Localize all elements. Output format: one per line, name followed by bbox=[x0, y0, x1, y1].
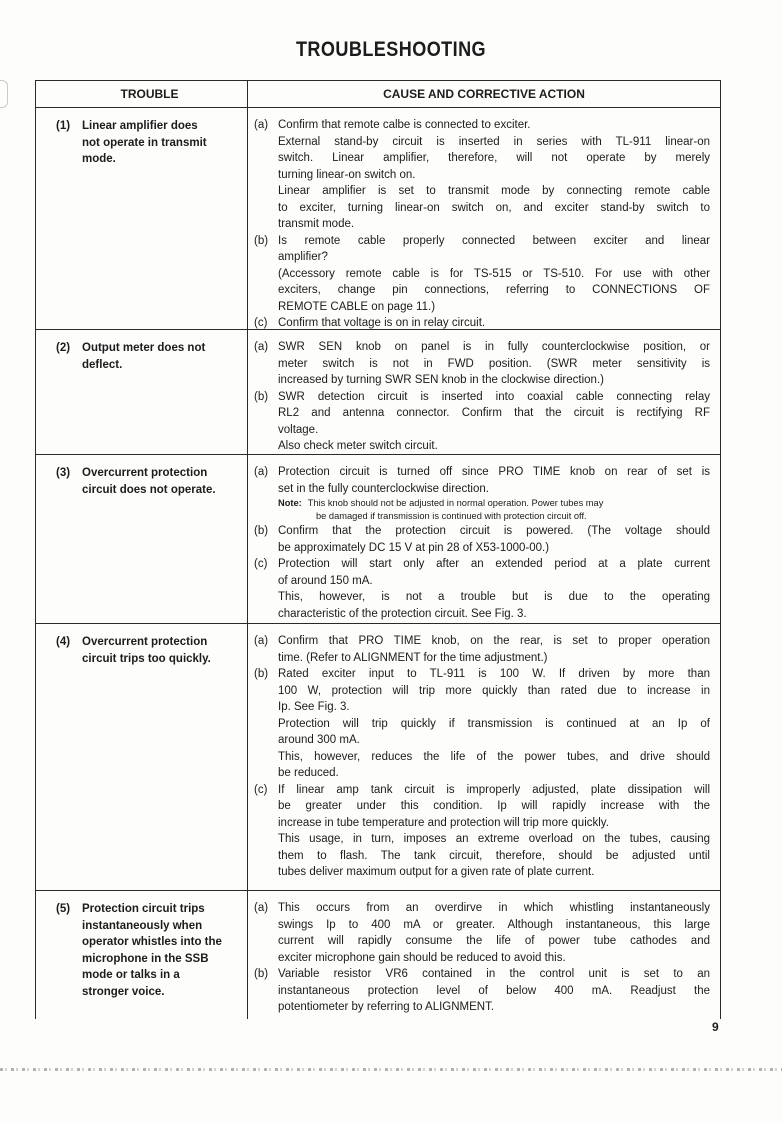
cause-line: increased by turning SWR SEN knob in the clockwise direction.) bbox=[278, 374, 604, 386]
trouble-line: Protection circuit trips bbox=[82, 903, 205, 915]
cause-item bbox=[254, 900, 710, 966]
trouble-description bbox=[82, 634, 211, 667]
cause-cell bbox=[247, 624, 720, 890]
table-row bbox=[36, 330, 720, 455]
cause-line: them to flash. The tank circuit, therefore, should be adjusted until bbox=[278, 849, 710, 862]
cause-body bbox=[278, 782, 710, 881]
note-text: This knob should not be adjusted in normal operation. Power tubes may bbox=[307, 498, 604, 508]
trouble-line: deflect. bbox=[82, 358, 123, 371]
trouble-line: mode or talks in a bbox=[82, 969, 180, 981]
cause-line: Confirm that the protection circuit is powered. (The voltage should bbox=[278, 525, 710, 537]
trouble-line: operator whistles into the bbox=[82, 936, 222, 948]
cause-line: This, however, reduces the life of the power tubes, and drive should bbox=[278, 750, 710, 763]
trouble-text bbox=[56, 465, 241, 498]
cause-cell bbox=[247, 330, 720, 454]
trouble-line: Overcurrent protection bbox=[82, 467, 208, 479]
cause-line: voltage. bbox=[278, 423, 319, 436]
cause-line: External stand-by circuit is inserted in series with TL-911 linear-on bbox=[278, 135, 710, 148]
cause-item bbox=[254, 389, 710, 455]
cause-line: REMOTE CABLE on page 11.) bbox=[278, 300, 436, 313]
cause-label: (c) bbox=[254, 558, 268, 570]
cause-body bbox=[278, 556, 710, 622]
cause-item bbox=[254, 464, 710, 523]
cause-label: (c) bbox=[254, 317, 268, 329]
cause-line: SWR SEN knob on panel is in fully counterclockwise position, or bbox=[278, 341, 710, 353]
cause-line: be approximately DC 15 V at pin 28 of X53-1000-00.) bbox=[278, 541, 550, 554]
trouble-description bbox=[82, 118, 207, 168]
table-row bbox=[36, 108, 720, 330]
trouble-number: (3) bbox=[56, 467, 71, 479]
cause-line: Also check meter switch circuit. bbox=[278, 440, 438, 452]
cause-line: swings Ip to 400 mA or greater. Although instantaneous, this large bbox=[278, 918, 710, 931]
trouble-line: not operate in transmit bbox=[82, 136, 207, 149]
trouble-text bbox=[56, 340, 241, 373]
trouble-cell bbox=[36, 108, 247, 329]
cause-label: (b) bbox=[254, 968, 269, 980]
trouble-cell bbox=[36, 624, 247, 890]
cause-label: (b) bbox=[254, 668, 269, 680]
cause-line: Ip. See Fig. 3. bbox=[278, 701, 350, 713]
trouble-cell bbox=[36, 891, 247, 1019]
cause-label: (b) bbox=[254, 390, 269, 403]
cause-item bbox=[254, 233, 710, 316]
note-line bbox=[278, 497, 710, 510]
table-body bbox=[36, 108, 720, 1019]
cause-line: increase in tube temperature and protection will trip more quickly. bbox=[278, 816, 609, 829]
cause-body bbox=[278, 633, 710, 666]
cause-line: potentiometer by referring to ALIGNMENT. bbox=[278, 1001, 495, 1013]
cause-label: (a) bbox=[254, 119, 269, 131]
header-cause: CAUSE AND CORRECTIVE ACTION bbox=[247, 81, 720, 107]
cause-line: 100 W, protection will trip more quickly than rated due to increase in bbox=[278, 684, 710, 697]
cause-body bbox=[278, 966, 710, 1016]
cause-label: (a) bbox=[254, 635, 269, 647]
trouble-description bbox=[82, 901, 222, 1000]
cause-line: switch. Linear amplifier, therefore, will not operate by merely bbox=[278, 152, 710, 164]
cause-line: meter switch is not in FWD position. (SWR meter sensitivity is bbox=[278, 357, 710, 370]
cause-line: exciter microphone gain should be reduced to avoid this. bbox=[278, 951, 566, 964]
table-row bbox=[36, 891, 720, 1019]
cause-line: be greater under this condition. Ip will rapidly increase with the bbox=[278, 800, 710, 812]
cause-body bbox=[278, 523, 710, 556]
table-header bbox=[36, 81, 720, 108]
cause-line: This usage, in turn, imposes an extreme overload on the tubes, causing bbox=[278, 833, 710, 845]
trouble-number: (1) bbox=[56, 120, 71, 132]
cause-item bbox=[254, 782, 710, 881]
trouble-line: circuit does not operate. bbox=[82, 483, 216, 496]
trouble-cell bbox=[36, 330, 247, 454]
note-label: Note: bbox=[278, 498, 302, 508]
trouble-line: circuit trips too quickly. bbox=[82, 652, 211, 665]
trouble-line: Output meter does not bbox=[82, 342, 206, 354]
cause-label: (b) bbox=[254, 525, 269, 537]
cause-item bbox=[254, 556, 710, 622]
cause-line: of around 150 mA. bbox=[278, 574, 373, 587]
cause-line: SWR detection circuit is inserted into coaxial cable connecting relay bbox=[278, 390, 710, 403]
trouble-cell bbox=[36, 455, 247, 623]
table-row bbox=[36, 624, 720, 891]
cause-item bbox=[254, 523, 710, 556]
trouble-number: (2) bbox=[56, 342, 71, 354]
cause-line: If linear amp tank circuit is improperly adjusted, plate dissipation will bbox=[278, 783, 710, 796]
trouble-text bbox=[56, 634, 241, 667]
cause-body bbox=[278, 666, 710, 782]
page-title: TROUBLESHOOTING bbox=[295, 38, 487, 61]
trouble-line: stronger voice. bbox=[82, 985, 165, 998]
cause-line: turning linear-on switch on. bbox=[278, 168, 416, 181]
cause-label: (c) bbox=[254, 783, 268, 796]
trouble-line: mode. bbox=[82, 153, 116, 165]
scan-binding-mark bbox=[0, 80, 8, 108]
cause-line: RL2 and antenna connector. Confirm that the circuit is rectifying RF bbox=[278, 407, 710, 419]
cause-line: Protection will trip quickly if transmission is continued at an Ip of bbox=[278, 717, 710, 730]
cause-line: set in the fully counterclockwise direction. bbox=[278, 482, 489, 495]
cause-body bbox=[278, 464, 710, 523]
cause-body bbox=[278, 900, 710, 966]
cause-label: (b) bbox=[254, 234, 269, 247]
cause-line: This, however, is not a trouble but is due to the operating bbox=[278, 591, 710, 603]
cause-label: (a) bbox=[254, 902, 269, 914]
cause-line: exciters, change pin connections, referring to CONNECTIONS OF bbox=[278, 284, 710, 296]
cause-line: Confirm that voltage is on in relay circuit. bbox=[278, 317, 486, 329]
header-trouble: TROUBLE bbox=[120, 87, 179, 101]
cause-cell bbox=[247, 891, 720, 1019]
cause-line: Linear amplifier is set to transmit mode by connecting remote cable bbox=[278, 185, 710, 197]
trouble-description bbox=[82, 465, 216, 498]
cause-item bbox=[254, 339, 710, 389]
cause-line: Rated exciter input to TL-911 is 100 W. If driven by more than bbox=[278, 668, 710, 680]
cause-item bbox=[254, 633, 710, 666]
cause-body bbox=[278, 389, 710, 455]
trouble-line: Linear amplifier does bbox=[82, 120, 198, 132]
troubleshooting-table bbox=[35, 80, 721, 1019]
cause-line: This occurs from an overdirve in which whistling instantaneously bbox=[278, 902, 710, 914]
cause-item bbox=[254, 966, 710, 1016]
cause-line: Is remote cable properly connected between exciter and linear bbox=[278, 234, 710, 247]
note-line bbox=[278, 510, 710, 523]
cause-cell bbox=[247, 108, 720, 329]
trouble-text bbox=[56, 901, 241, 1000]
cause-line: tubes deliver maximum output for a given rate of plate current. bbox=[278, 866, 595, 878]
trouble-text bbox=[56, 118, 241, 168]
cause-line: instantaneous protection level of below 400 mA. Readjust the bbox=[278, 984, 710, 997]
cause-line: Variable resistor VR6 contained in the control unit is set to an bbox=[278, 968, 710, 980]
cause-line: transmit mode. bbox=[278, 218, 355, 230]
cause-label: (a) bbox=[254, 466, 269, 478]
cause-line: characteristic of the protection circuit. See Fig. 3. bbox=[278, 607, 527, 620]
trouble-line: microphone in the SSB bbox=[82, 952, 209, 965]
cause-body bbox=[278, 233, 710, 316]
cause-body bbox=[278, 339, 710, 389]
cause-item bbox=[254, 666, 710, 782]
trouble-number: (4) bbox=[56, 636, 71, 648]
cause-line: amplifier? bbox=[278, 251, 328, 263]
cause-line: time. (Refer to ALIGNMENT for the time adjustment.) bbox=[278, 651, 548, 664]
trouble-number: (5) bbox=[56, 903, 71, 915]
note-text: be damaged if transmission is continued with protection circuit off. bbox=[316, 511, 587, 521]
trouble-line: instantaneously when bbox=[82, 919, 203, 932]
cause-line: Confirm that PRO TIME knob, on the rear, is set to proper operation bbox=[278, 635, 710, 647]
table-row bbox=[36, 455, 720, 624]
trouble-line: Overcurrent protection bbox=[82, 636, 208, 648]
cause-line: around 300 mA. bbox=[278, 734, 360, 746]
page-number: 9 bbox=[712, 1020, 719, 1034]
cause-item bbox=[254, 117, 710, 233]
cause-line: to exciter, turning linear-on switch on, and exciter stand-by switch to bbox=[278, 201, 710, 214]
cause-line: Confirm that remote calbe is connected to exciter. bbox=[278, 119, 531, 131]
cause-line: Protection circuit is turned off since PRO TIME knob on rear of set is bbox=[278, 466, 710, 478]
scan-artifact-line bbox=[0, 1068, 782, 1071]
cause-line: Protection will start only after an extended period at a plate current bbox=[278, 558, 710, 570]
cause-line: be reduced. bbox=[278, 767, 339, 779]
cause-label: (a) bbox=[254, 341, 269, 353]
cause-line: (Accessory remote cable is for TS-515 or TS-510. For use with other bbox=[278, 267, 710, 280]
cause-cell bbox=[247, 455, 720, 623]
cause-body bbox=[278, 117, 710, 233]
trouble-description bbox=[82, 340, 205, 373]
cause-line: current will rapidly consume the life of power tube cathodes and bbox=[278, 935, 710, 947]
